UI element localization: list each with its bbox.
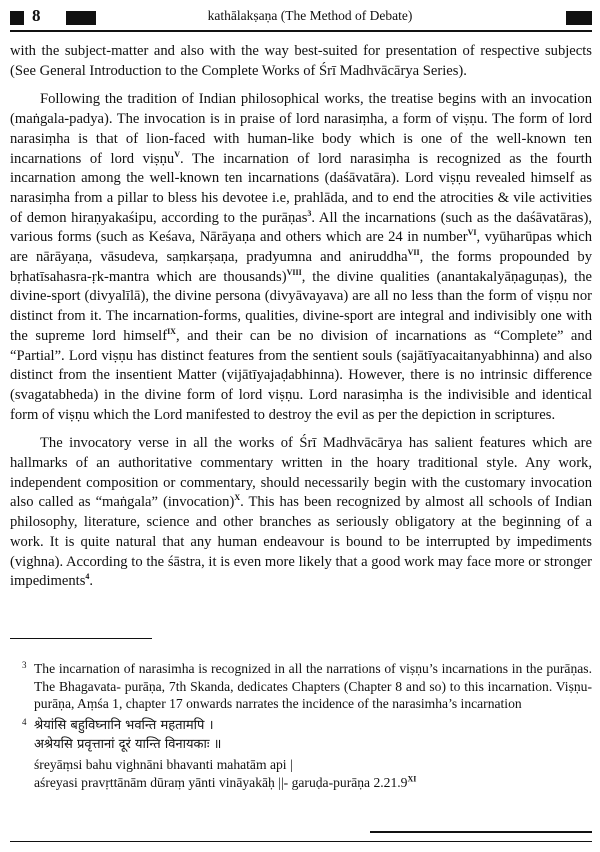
footnote-ref-3: 3: [307, 208, 312, 218]
endnote-ref-x: X: [234, 493, 241, 503]
paragraph-1-text: with the subject-matter and also with the way best-suited for presentation of respective subjects (See General Introduction to the Complete Works of Śrī Madhvācārya Series).: [10, 43, 592, 79]
running-title: kathālakṣaṇa (The Method of Debate): [207, 8, 413, 23]
p3-seg-a: The invocatory verse in all the works of Śrī Madhvācārya has salient features which are hallmarks of an authoritative commentary written in the hoary traditional style. Any work, independent composition or commentary, should necessarily begin with the customary invocation also called as “maṅgala” (invocation): [10, 435, 592, 511]
footnote-3: [10, 660, 592, 713]
sanskrit-verse-line-2: अश्रेयसि प्रवृत्तानां दूरं यान्ति विनायकाः ॥: [34, 737, 222, 753]
endnote-ref-viii: VIII: [286, 267, 302, 277]
bottom-rule-thin: [10, 841, 592, 842]
p2-seg-a: Following the tradition of Indian philosophical works, the treatise begins with an invocation (maṅgala-padya). The invocation is in praise of lord narasiṃha, a form of viṣṇu. The form of lord narasiṃha is that of lion-faced with human-like body which is one of the well-known ten incarnations of lord viṣṇu: [10, 91, 592, 167]
p2-seg-b: . The incarnation of lord narasiṃha is recognized as the fourth incarnation among the well-known ten incarnations (daśāvatāra). Lord viṣṇu revealed himself as narasiṃha from a pillar to bless his devotee i.e, prahlāda, and to end the atrocities & vile activities of demon hiraṇyakaśipu, according to the purāṇas: [10, 150, 593, 226]
header-rule: [10, 30, 592, 32]
header-bar-left-long: [66, 11, 96, 25]
footnote-ref-4: 4: [85, 572, 90, 582]
header-bar-left-short: [10, 11, 24, 25]
page-number: 8: [32, 6, 41, 25]
endnote-ref-vi: VI: [467, 228, 477, 238]
paragraph-3: [10, 434, 592, 592]
transliteration-line-2-text: aśreyasi pravṛttānām dūraṃ yānti vināyakāḥ ||- garuḍa-purāṇa 2.21.9: [34, 774, 408, 790]
endnote-ref-ix: IX: [167, 326, 176, 336]
footnote-4-marker: 4: [22, 716, 27, 727]
page-header: [0, 8, 600, 28]
paragraph-1: [10, 42, 592, 81]
p3-seg-b: . This has been recognized by almost all schools of Indian philosophy, literature, science and other branches as seriously obligatory at the beginning of a work. It is quite natural that any human endeavour is bound to be interrupted by impediments (vighna). According to the śāstra, it is even more likely that a good work may face more or stronger impediments: [10, 494, 592, 590]
p2-seg-d: , vyūharūpas which are nārāyaṇa, vāsudeva, saṃkarṣaṇa, pradyumna and aniruddha: [10, 229, 593, 266]
p2-seg-g: , and their can be no division of incarnations as “Complete” and “Partial”. Lord viṣṇu has distinct features from the sentient souls (sajātīyacaitanyabhinna) and also distinct from the insentient Matter (vijātīyajaḍabhinna). However, there is no intrinsic difference (svagatabheda) in the divine form of lord viṣṇu. Lord narasiṃha is the indivisible and identical form of viṣṇu which the Lord manifested to destroy the evil as per the depiction in scriptures.: [10, 327, 592, 423]
p3-seg-c: .: [89, 573, 94, 590]
p2-seg-c: . All the incarnations (such as the daśāvatāras), various forms (such as Keśava, Nārāyaṇa and others which are 24 in number: [10, 209, 592, 246]
sanskrit-verse-line-1: श्रेयांसि बहुविघ्नानि भवन्ति महतामपि ।: [34, 717, 214, 733]
p2-seg-e: , the forms propounded by bṛhatīsahasra-ṛk-mantra which are thousands): [10, 249, 592, 285]
footnote-separator: [10, 638, 152, 639]
endnote-ref-xi: XI: [407, 774, 417, 784]
footnotes: [10, 660, 592, 791]
footnote-3-text: The incarnation of narasimha is recognized in all the narrations of viṣṇu’s incarnations in the purāṇas. The Bhagavata- purāṇa, 7th Skanda, dedicates Chapters (Chapter 8 and so) to this incarnation. Viṣṇu-purāṇa, Aṃśa 1, chapter 17 onwards narrates the incidence of the narasimha’s incarnation: [34, 661, 592, 712]
footnote-3-marker: 3: [22, 660, 27, 670]
footnote-4: [10, 717, 592, 791]
p2-seg-f: , the divine qualities (anantakalyāṇaguṇas), the divine-sport (divyalīlā), the divine persona (divyāvayava) are all no less than the form of viṣṇu nor distinct from it. The incarnation-forms, qualities, divine-sport are integral and indivisibly one with the supreme lord himself: [10, 268, 592, 344]
header-bar-right: [566, 11, 592, 25]
paragraph-2: [10, 90, 592, 425]
transliteration-line-1: śreyāṃsi bahu vighnāni bhavanti mahatām api |: [34, 756, 293, 772]
endnote-ref-vii: VII: [407, 248, 420, 258]
transliteration-line-2: [34, 774, 592, 792]
main-text: [10, 42, 592, 592]
bottom-rule-thick: [370, 831, 592, 833]
endnote-ref-v: V: [174, 149, 180, 159]
